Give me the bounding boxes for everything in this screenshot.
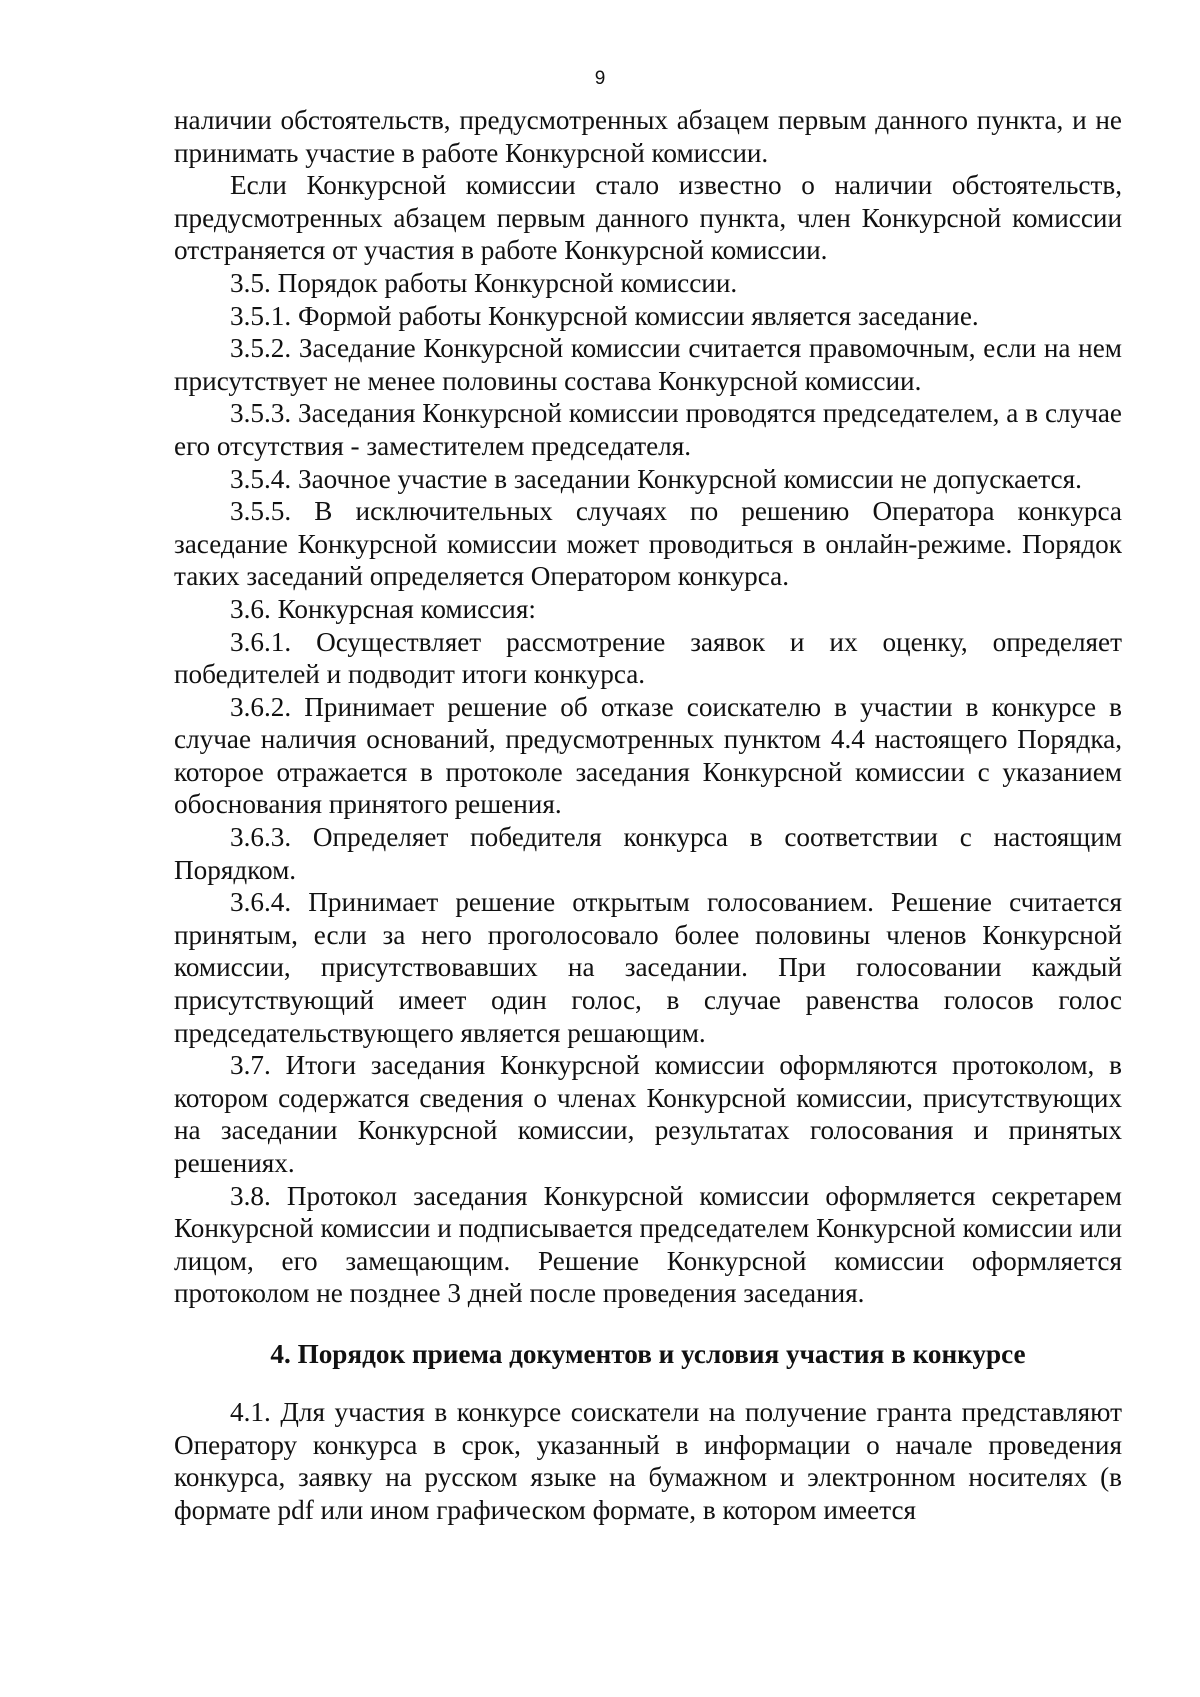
- paragraph: Если Конкурсной комиссии стало известно о наличии обстоятельств, предусмотренных абзацем первым данного пункта, член Конкурсной комиссии отстраняется от участия в работе Конкурсной комиссии.: [174, 170, 1122, 266]
- paragraph: 3.6.4. Принимает решение открытым голосованием. Решение считается принятым, если за него проголосовало более половины членов Конкурсной комиссии, присутствовавших на заседании. При голосовании каждый присутствующий имеет один голос, в случае равенства голосов голос председательствующего является решающим.: [174, 887, 1122, 1048]
- paragraph: 3.6.1. Осуществляет рассмотрение заявок и их оценку, определяет победителей и подводит итоги конкурса.: [174, 626, 1122, 690]
- section-4-paragraphs: [174, 1396, 1122, 1526]
- paragraph: 3.5.5. В исключительных случаях по решению Оператора конкурса заседание Конкурсной комиссии может проводиться в онлайн-режиме. Порядок таких заседаний определяется Оператором конкурса.: [174, 496, 1122, 592]
- section-heading: 4. Порядок приема документов и условия участия в конкурсе: [270, 1338, 1026, 1369]
- paragraph: 3.7. Итоги заседания Конкурсной комиссии оформляются протоколом, в котором содержатся сведения о членах Конкурсной комиссии, присутствующих на заседании Конкурсной комиссии, результатах голосования и принятых решениях.: [174, 1050, 1122, 1178]
- paragraph: 3.5.1. Формой работы Конкурсной комиссии является заседание.: [230, 300, 979, 331]
- document-body: [174, 104, 1122, 1526]
- paragraph: 3.6.3. Определяет победителя конкурса в соответствии с настоящим Порядком.: [174, 822, 1122, 885]
- paragraph: 3.6. Конкурсная комиссия:: [230, 593, 536, 624]
- section-3-paragraphs: [174, 104, 1122, 1310]
- paragraph: 3.5.4. Заочное участие в заседании Конкурсной комиссии не допускается.: [230, 463, 1082, 494]
- paragraph: 3.5.3. Заседания Конкурсной комиссии проводятся председателем, а в случае его отсутствия - заместителем председателя.: [174, 398, 1122, 461]
- paragraph: 3.5.2. Заседание Конкурсной комиссии считается правомочным, если на нем присутствует не менее половины состава Конкурсной комиссии.: [174, 333, 1122, 396]
- page-number: 9: [594, 68, 606, 89]
- paragraph: 3.5. Порядок работы Конкурсной комиссии.: [230, 267, 738, 298]
- paragraph: 3.6.2. Принимает решение об отказе соискателю в участии в конкурсе в случае наличия оснований, предусмотренных пунктом 4.4 настоящего Порядка, которое отражается в протоколе заседания Конкурсной комиссии с указанием обоснования принятого решения.: [174, 691, 1122, 820]
- paragraph: 3.8. Протокол заседания Конкурсной комиссии оформляется секретарем Конкурсной комиссии и подписывается председателем Конкурсной комиссии или лицом, его замещающим. Решение Конкурсной комиссии оформляется протоколом не позднее 3 дней после проведения заседания.: [174, 1180, 1122, 1309]
- paragraph: 4.1. Для участия в конкурсе соискатели на получение гранта представляют Оператору конкурса в срок, указанный в информации о начале проведения конкурса, заявку на русском языке на бумажном и электронном носителях (в формате pdf или ином графическом формате, в котором имеется: [174, 1396, 1122, 1525]
- paragraph: наличии обстоятельств, предусмотренных абзацем первым данного пункта, и не принимать участие в работе Конкурсной комиссии.: [174, 105, 1122, 168]
